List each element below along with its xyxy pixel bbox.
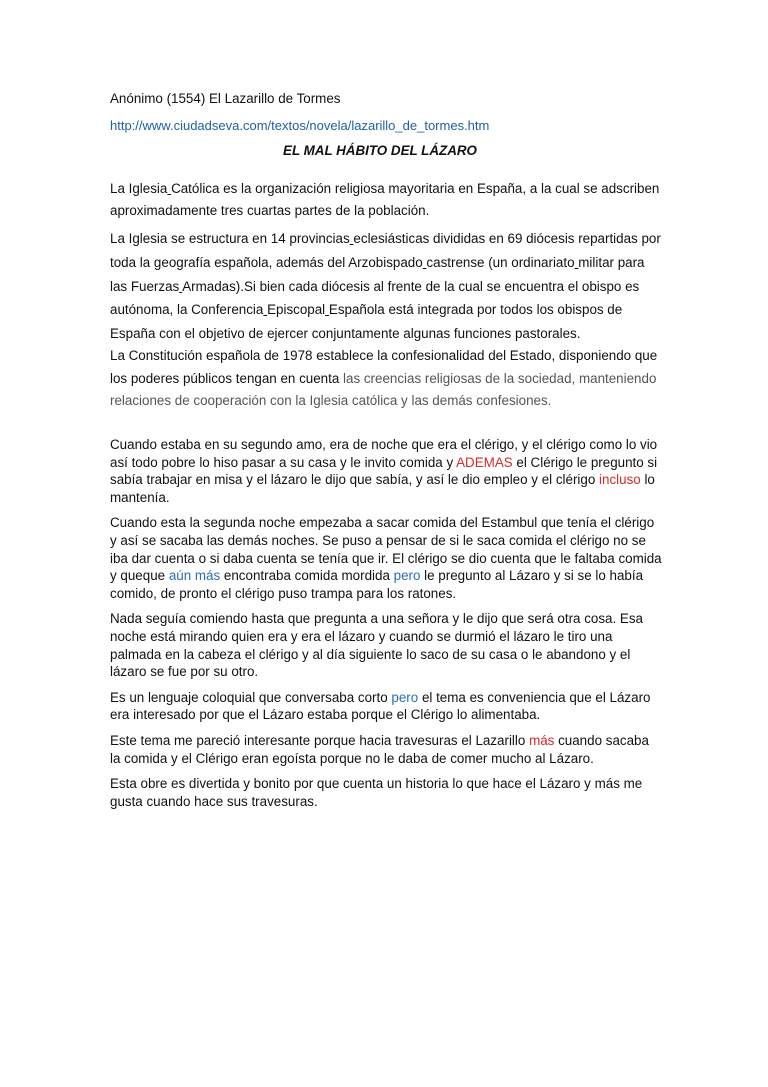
text-span: Católica es la organización religiosa mayoritaria en España, a la cual se adscriben aproximadamente tres cuartas partes de la población. (110, 181, 660, 218)
paragraph-iglesia-catolica (110, 178, 662, 222)
highlighted-word: pero (393, 568, 421, 584)
essay-paragraph-6: Esta obre es divertida y bonito por que cuenta un historia lo que hace el Lázaro y más me gusta cuando hace sus travesuras. (110, 776, 643, 809)
text-span: eclesiásticas divididas en 69 diócesis repartidas por toda la geografía española, además del Arzobispado (110, 231, 661, 270)
underlined-space (575, 255, 579, 270)
essay-paragraph-2 (110, 514, 662, 602)
citation: Anónimo (1554) El Lazarillo de Tormes (110, 91, 341, 106)
text-span: militar para las Fuerzas (110, 254, 645, 294)
underlined-space (179, 279, 182, 294)
essay-paragraph-4 (110, 689, 662, 724)
text-span: le pregunto al Lázaro y si se lo había comido, de pronto el clérigo puso trampa para los ratones. (110, 568, 644, 601)
text-span: Armadas).Si bien cada diócesis al frente de la cual se encuentra el obispo es autónoma, la Conferencia (110, 278, 640, 318)
essay-paragraph-1 (110, 436, 662, 506)
source-link[interactable]: http://www.ciudadseva.com/textos/novela/lazarillo_de_tormes.htm (110, 118, 490, 133)
paragraph-estructura (110, 227, 662, 346)
text-span: Este tema me pareció interesante porque hacia travesuras el Lazarillo (110, 732, 530, 748)
text-span: lo mantenía. (110, 472, 655, 505)
document-title: EL MAL HÁBITO DEL LÁZARO (283, 143, 477, 158)
text-span: Cuando estaba en su segundo amo, era de noche que era el clérigo, y el clérigo como lo vio así todo pobre lo hiso pasar a su casa y le invito comida y (110, 437, 658, 470)
text-span: castrense (un ordinariato (423, 255, 575, 270)
quoted-text: las creencias religiosas de la sociedad, manteniendo relaciones de cooperación con la Iglesia católica y las demás confesiones. (110, 370, 657, 408)
text-span: cuando sacaba la comida y el Clérigo eran egoísta porque no le daba de comer mucho al Lázaro. (110, 732, 649, 766)
highlighted-word: ADEMAS (456, 454, 513, 470)
underlined-space (263, 302, 267, 317)
text-span: encontraba comida mordida (220, 568, 394, 584)
text-span: Es un lenguaje coloquial que conversaba corto (110, 689, 392, 705)
underlined-space (423, 255, 427, 270)
text-span: Cuando esta la segunda noche empezaba a sacar comida del Estambul que tenía el clérigo y así se sacaba las demás noches. Se puso a pensar de si le saca comida el clérigo no se iba dar cuenta o si daba cuenta se tenía que ir. El clérigo se dio cuenta que le faltaba comida y queque (110, 515, 662, 584)
essay-paragraph-3: Nada seguía comiendo hasta que pregunta a una señora y le dijo que será otra cosa. Esa noche está mirando quien era y era el lázaro y cuando se durmió el lázaro le tiro una palmada en la cabeza el clérigo y al día siguiente lo saco de su casa o le abandono y el lázaro se fue por su otro. (110, 611, 644, 680)
highlighted-word: más (529, 732, 555, 748)
highlighted-word: pero (391, 689, 419, 705)
underlined-space (325, 302, 329, 317)
text-span: el tema es conveniencia que el Lázaro era interesado por que el Lázaro estaba porque el Clérigo lo alimentaba. (110, 689, 651, 723)
text-span: Española está integrada por todos los obispos de España con el objetivo de ejercer conjuntamente algunas funciones pastorales. (110, 302, 623, 342)
underlined-space (350, 231, 354, 246)
text-span: La Constitución española de 1978 establece la confesionalidad del Estado, disponiendo que los poderes públicos tengan en cuenta (110, 348, 658, 386)
text-span: el Clérigo le pregunto si sabía trabajar en misa y el lázaro le dijo que sabía, y así le dio empleo y el clérigo (110, 454, 658, 488)
paragraph-constitucion (110, 345, 662, 413)
text-span: La Iglesia (110, 181, 168, 196)
highlighted-word: incluso (599, 472, 641, 488)
text-span: Episcopal (263, 302, 325, 317)
essay-paragraph-5 (110, 732, 662, 767)
highlighted-word: aún más (168, 568, 221, 584)
essay-body (110, 436, 662, 818)
text-span: La Iglesia se estructura en 14 provincias (110, 231, 350, 246)
